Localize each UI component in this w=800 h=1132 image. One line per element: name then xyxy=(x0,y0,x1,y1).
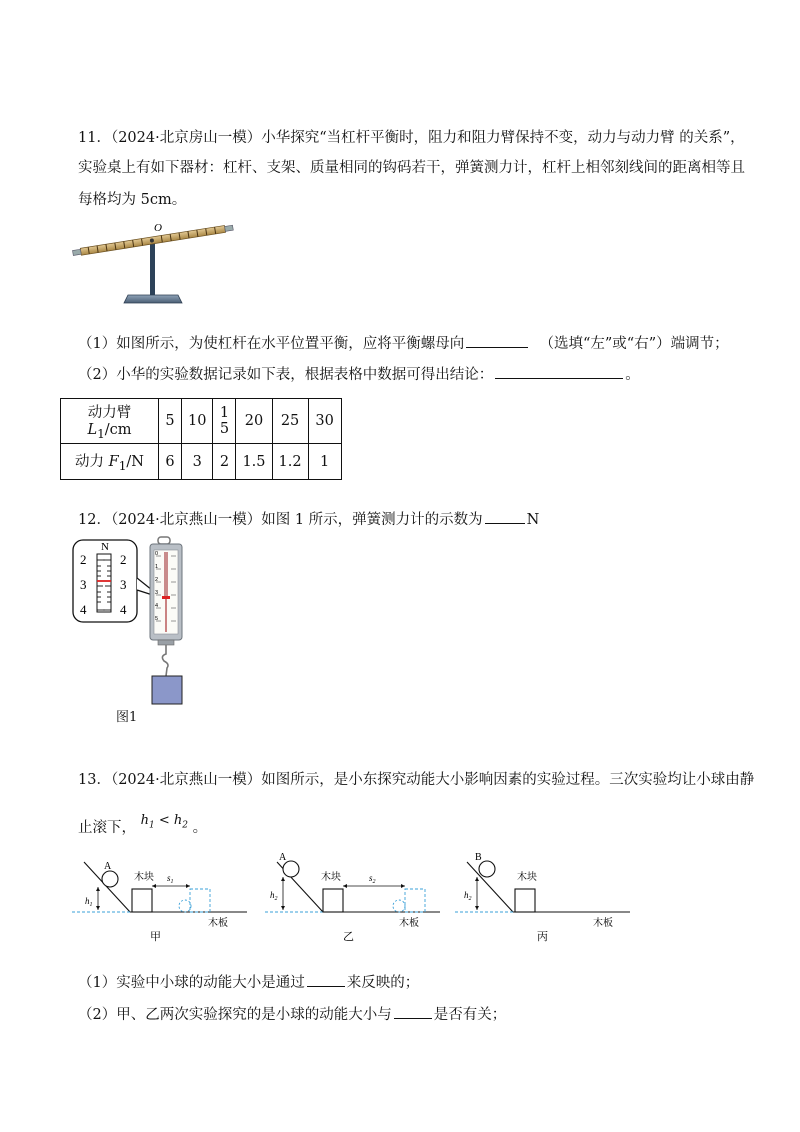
row2-label xyxy=(61,444,159,480)
table-row xyxy=(61,444,342,480)
experiment-figure-bing xyxy=(455,852,635,942)
zoom-tick-right: 2 xyxy=(120,552,127,567)
row1-label-pre: 动力臂 xyxy=(87,405,132,422)
q11-sub1-answer-blank[interactable] xyxy=(466,333,528,348)
q11-data-table xyxy=(60,398,342,480)
board-label: 木板 xyxy=(399,918,419,929)
row2-label-var: F xyxy=(108,454,119,471)
q13-sub1-answer-blank[interactable] xyxy=(307,972,345,987)
q13-sub2-text-a: （2）甲、乙两次实验探究的是小球的动能大小与 xyxy=(78,1007,392,1023)
q12-answer-blank[interactable] xyxy=(485,509,525,524)
q13-sub2-answer-blank[interactable] xyxy=(394,1004,432,1019)
q11-sub1 xyxy=(78,333,729,354)
scale-tick-label: 2 xyxy=(155,577,159,583)
board-label: 木板 xyxy=(208,918,228,929)
ball-label: B xyxy=(475,852,482,863)
row2-label-pre: 动力 xyxy=(75,454,109,471)
q13-line2-text-b: 。 xyxy=(192,820,208,836)
scale-pointer xyxy=(162,596,170,599)
table-cell: 30 xyxy=(308,399,341,444)
row2-label-unit: /N xyxy=(126,454,144,471)
table-cell-stack-top: 1 xyxy=(219,405,230,421)
block-final-position xyxy=(405,889,425,912)
block-label: 木块 xyxy=(517,872,537,883)
balance-nut-left xyxy=(73,249,82,255)
block-label: 木块 xyxy=(321,872,341,883)
q12-text-a: 12．（2024·北京燕山一模）如图 1 所示，弹簧测力计的示数为 xyxy=(78,512,483,528)
table-cell-stack-bottom: 5 xyxy=(219,421,230,437)
zoom-tick-right: 3 xyxy=(120,577,127,592)
row2-label-sub: 1 xyxy=(118,458,127,473)
table-cell: 20 xyxy=(236,399,272,444)
wood-block xyxy=(515,889,535,912)
q12-line1 xyxy=(78,509,539,530)
q13-formula xyxy=(140,813,188,831)
figure-caption: 甲 xyxy=(150,930,161,942)
scale-tick-label: 4 xyxy=(155,603,159,609)
stand-base xyxy=(124,295,182,303)
table-row xyxy=(61,399,342,444)
formula-sub2: 2 xyxy=(182,820,188,831)
pivot-label: O xyxy=(154,222,162,234)
table-cell: 1.2 xyxy=(272,444,308,480)
q11-sub1-text-b: （选填“左”或“右”）端调节； xyxy=(539,336,729,352)
formula-h2: h xyxy=(173,813,183,828)
q11-line2: 实验桌上有如下器材：杠杆、支架、质量相同的钩码若干，弹簧测力计，杠杆上相邻刻线间的距离相等且 xyxy=(78,160,745,176)
ball xyxy=(479,861,495,877)
stand-pole xyxy=(150,241,155,295)
q12-fig-caption: 图1 xyxy=(116,710,138,725)
zoom-unit-label: N xyxy=(101,541,109,553)
q13-line2-text-a: 止滚下， xyxy=(78,820,136,836)
table-cell xyxy=(213,399,236,444)
ball-label: A xyxy=(279,852,287,863)
lever-figure xyxy=(70,215,240,307)
table-cell: 1 xyxy=(308,444,341,480)
height-label: $h_2$ xyxy=(464,890,472,902)
q13-sub1-text-a: （1）实验中小球的动能大小是通过 xyxy=(78,975,305,991)
table-cell: 6 xyxy=(159,444,182,480)
row1-label-unit: /cm xyxy=(104,422,132,439)
experiment-figure-yi xyxy=(265,852,445,942)
scale-hook xyxy=(162,645,168,676)
scale-spring xyxy=(164,552,168,596)
q13-sub2-text-b: 是否有关； xyxy=(433,1007,507,1023)
ball xyxy=(283,861,299,877)
zoom-tick-left: 2 xyxy=(80,552,87,567)
table-cell: 2 xyxy=(213,444,236,480)
scale-tick-label: 0 xyxy=(155,551,159,557)
table-cell: 1.5 xyxy=(236,444,272,480)
wood-block xyxy=(132,889,152,912)
board-label: 木板 xyxy=(593,918,613,929)
q11-sub2-text-a: （2）小华的实验数据记录如下表，根据表格中数据可得出结论： xyxy=(78,367,494,383)
q11-sub2-answer-blank[interactable] xyxy=(495,364,623,379)
q13-line2 xyxy=(78,813,208,844)
q13-sub2 xyxy=(78,1004,506,1025)
ball-label: A xyxy=(104,861,112,872)
zoom-tick-right: 4 xyxy=(120,602,127,617)
scale-tick-label: 5 xyxy=(155,616,159,622)
q11-line1: 11．（2024·北京房山一模）小华探究“当杠杆平衡时，阻力和阻力臂保持不变，动力与动力臂 的关系”， xyxy=(78,130,745,146)
scale-tick-label: 1 xyxy=(155,564,159,570)
formula-h1: h xyxy=(140,813,149,828)
q13-line1: 13．（2024·北京燕山一模）如图所示，是小东探究动能大小影响因素的实验过程。三次实验均让小球由静 xyxy=(78,772,755,788)
height-label: $h_1$ xyxy=(85,896,93,908)
q13-sub1-text-b: 来反映的； xyxy=(346,975,420,991)
height-label: $h_2$ xyxy=(270,890,278,902)
spring-scale-figure xyxy=(70,536,200,706)
row1-label xyxy=(61,399,159,444)
table-cell: 25 xyxy=(272,399,308,444)
distance-label: $s_2$ xyxy=(369,873,376,885)
block-final-position xyxy=(190,889,210,912)
weight-block xyxy=(152,676,182,704)
formula-lt: < xyxy=(154,813,174,828)
figure-caption: 丙 xyxy=(537,930,548,942)
row1-label-sub: 1 xyxy=(97,426,105,441)
wood-block xyxy=(323,889,343,912)
formula-sub1: 1 xyxy=(148,820,155,831)
row1-label-var: L xyxy=(87,422,98,439)
block-label: 木块 xyxy=(134,872,154,883)
figure-caption: 乙 xyxy=(343,930,354,942)
scale-hanger-ring xyxy=(158,537,170,544)
q11-sub2 xyxy=(78,364,640,385)
zoom-tick-left: 4 xyxy=(80,602,87,617)
q11-sub1-text-a: （1）如图所示，为使杠杆在水平位置平衡，应将平衡螺母向 xyxy=(78,336,465,352)
scale-tick-label: 3 xyxy=(155,590,159,596)
ball xyxy=(102,871,118,887)
balance-nut-right xyxy=(225,225,234,231)
q11-sub2-text-b: 。 xyxy=(625,367,640,383)
experiment-figure-jia xyxy=(72,852,252,942)
q12-text-b: N xyxy=(526,512,540,528)
table-cell: 10 xyxy=(182,399,213,444)
q13-sub1 xyxy=(78,972,419,993)
distance-label: $s_1$ xyxy=(167,873,174,885)
table-cell: 5 xyxy=(159,399,182,444)
zoom-tick-left: 3 xyxy=(80,577,87,592)
table-cell: 3 xyxy=(182,444,213,480)
q11-line3: 每格均为 5cm。 xyxy=(78,192,187,208)
